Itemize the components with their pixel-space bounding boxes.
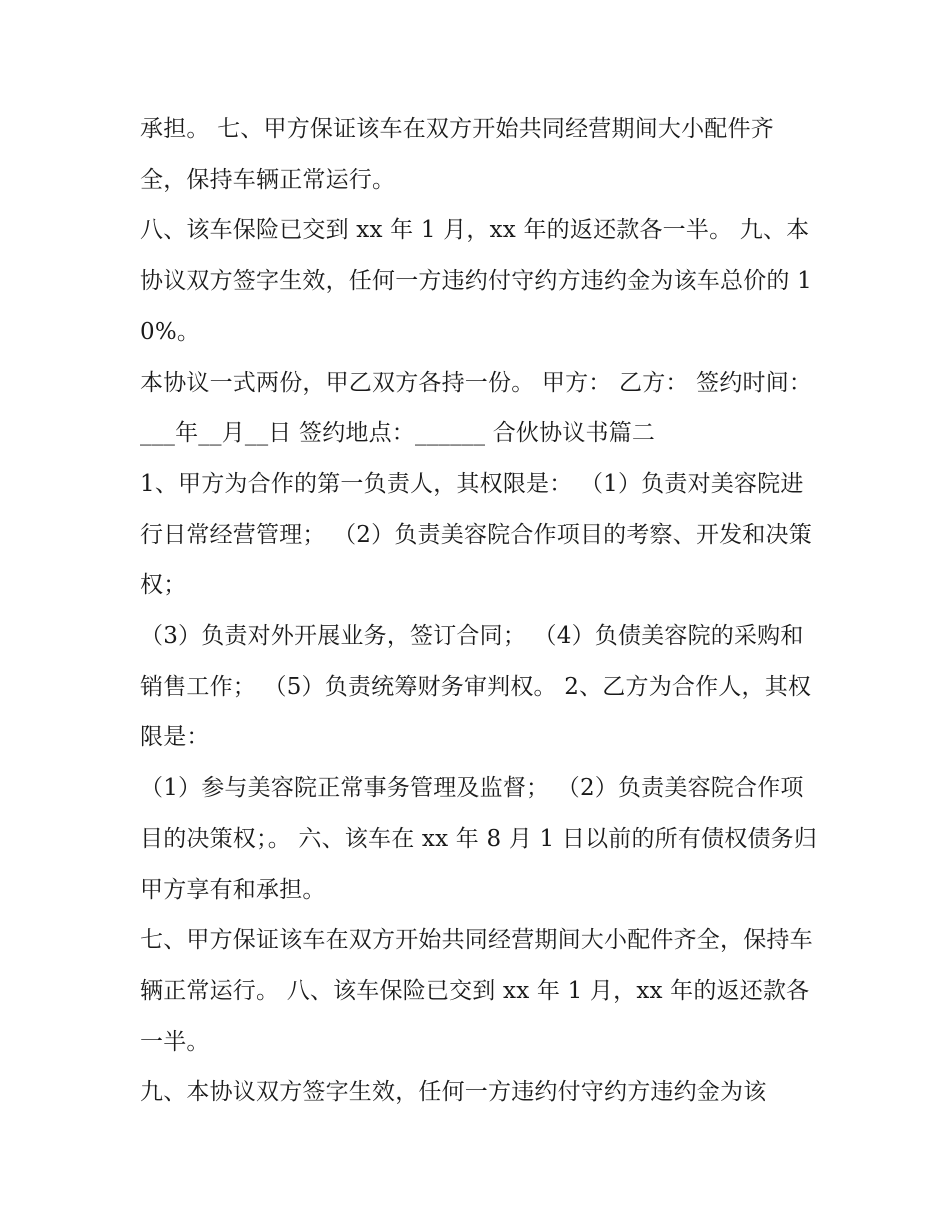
paragraph-3: 本协议一式两份，甲乙双方各持一份。 甲方： 乙方： 签约时间：___年__月__日 签约地点：______ 合伙协议书篇二 — [140, 369, 813, 447]
paragraph-4: 1、甲方为合作的第一负责人，其权限是： （1）负责对美容院进行日常经营管理； （2）负责美容院合作项目的考察、开发和决策权； — [140, 470, 812, 599]
paragraph-6: （1）参与美容院正常事务管理及监督； （2）负责美容院合作项目的决策权；。 六、该车在 xx 年 8 月 1 日以前的所有债权债务归甲方享有和承担。 — [140, 775, 818, 903]
paragraph-7: 七、甲方保证该车在双方开始共同经营期间大小配件齐全，保持车辆正常运行。 八、该车保险已交到 xx 年 1 月，xx 年的返还款各一半。 — [140, 927, 813, 1055]
paragraph-8: 九、本协议双方签字生效，任何一方违约付守约方违约金为该 — [140, 1079, 767, 1106]
paragraph-5: （3）负责对外开展业务，签订合同； （4）负债美容院的采购和销售工作； （5）负责统筹财务审判权。 2、乙方为合作人，其权限是： — [140, 623, 812, 751]
document-body — [140, 104, 820, 1118]
paragraph-1: 承担。 七、甲方保证该车在双方开始共同经营期间大小配件齐全，保持车辆正常运行。 — [140, 116, 774, 193]
paragraph-2: 八、该车保险已交到 xx 年 1 月，xx 年的返还款各一半。 九、本协议双方签字生效，任何一方违约付守约方违约金为该车总价的 10%。 — [140, 217, 812, 345]
